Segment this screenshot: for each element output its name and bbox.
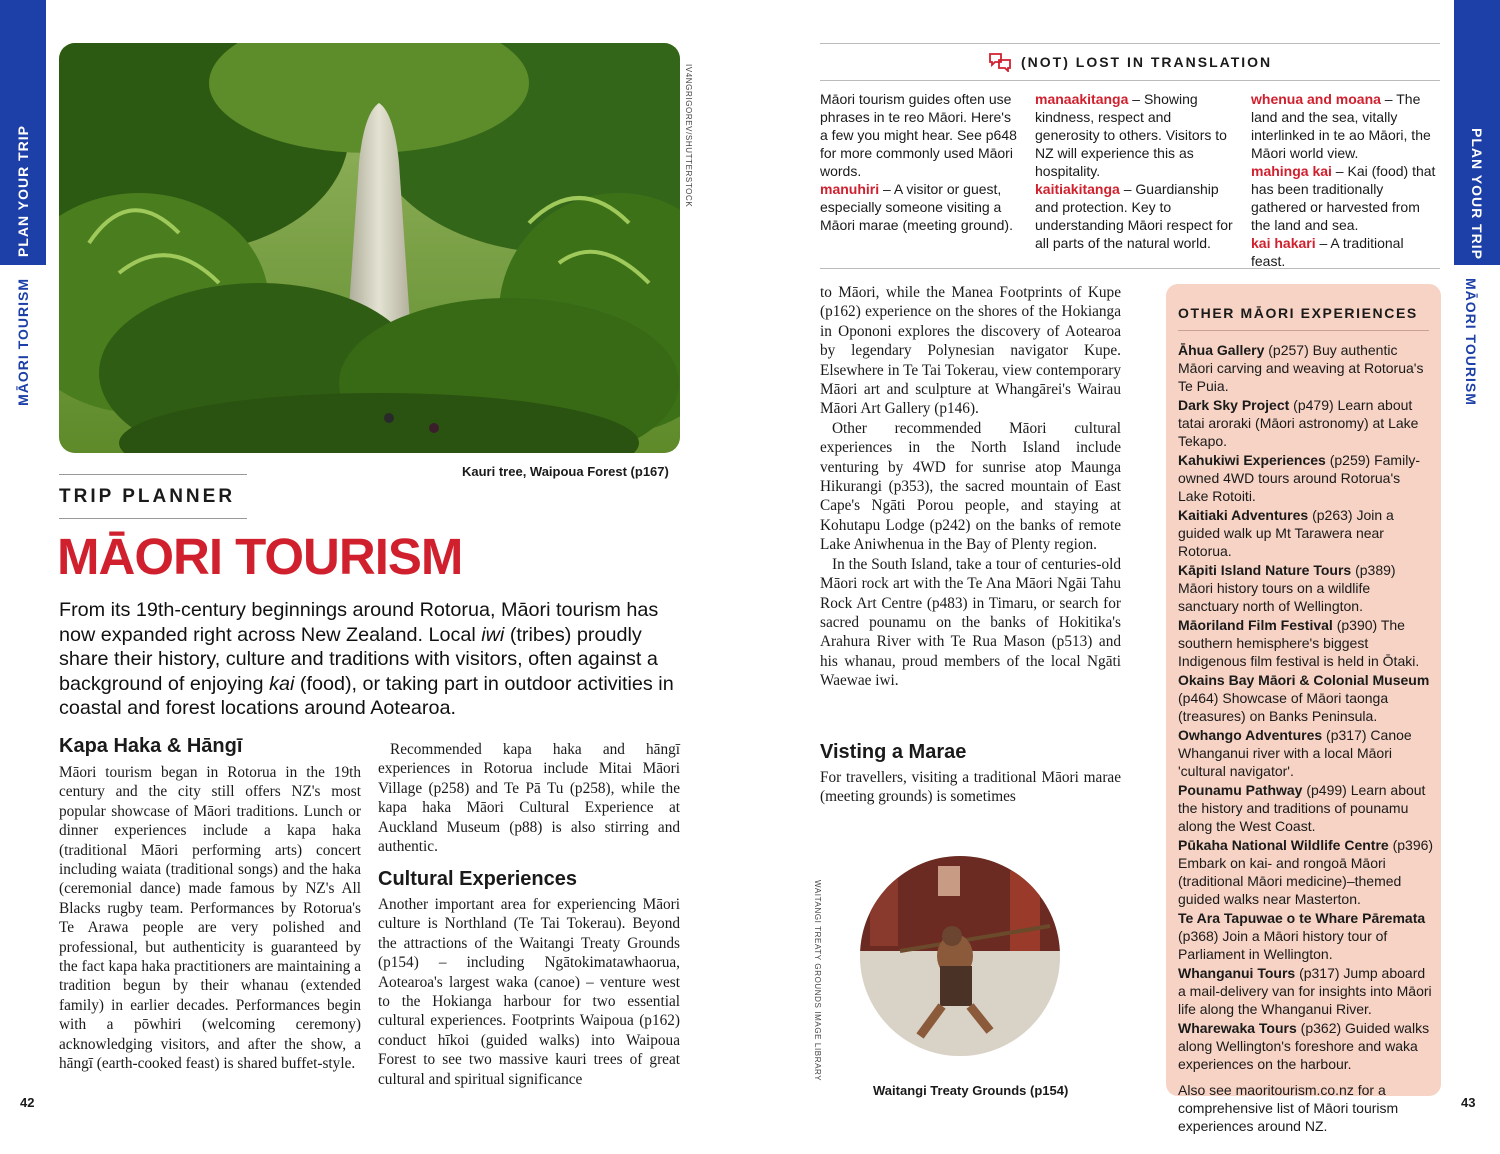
experience-name: Dark Sky Project — [1178, 397, 1290, 413]
experience-name: Wharewaka Tours — [1178, 1020, 1297, 1036]
term-name: manaakitanga — [1035, 91, 1129, 107]
experience-name: Kāpiti Island Nature Tours — [1178, 562, 1352, 578]
col2b-paragraph: Another important area for experiencing Māori culture is Northland (Te Tai Tokerau). Beyond the attractions of the Waitangi Treaty Grounds (p154) – including Ngātokimatawhaorua, Aotearoa's largest waka (canoe) – venture west to the Hokianga harbour for two essential cultural experiences. Footprints Waipoua (p162) conduct hīkoi (guided walks) into Waipoua Forest to see two massive kauri trees of great cultural and spiritual significance — [378, 896, 680, 1088]
experience-text: (p368) Join a Māori history tour of Parliament in Wellington. — [1178, 928, 1388, 962]
experience-name: Māoriland Film Festival — [1178, 617, 1333, 633]
term-definition: – Guardianship and protection. Key to understanding Māori respect for all parts of the natural world. — [1035, 181, 1233, 251]
experiences-list — [1178, 341, 1434, 1135]
term-entry — [1035, 180, 1235, 252]
performer-illustration — [860, 856, 1060, 1056]
left-plan-tab — [0, 0, 46, 265]
experience-name: Pounamu Pathway — [1178, 782, 1303, 798]
col3c-paragraph: In the South Island, take a tour of centuries-old Māori rock art with the Te Ana Māori Ngāi Tahu Rock Art Centre (p483) in Timaru, or search for sacred pounamu on the banks of Hokitika's Arahura River with Te Rua Mason (p513) and his whanau, proud members of the local Ngāti Waewae iwi. — [820, 555, 1121, 690]
experience-text: (p317) Jump aboard a mail-delivery van for insights into Māori life along the Whanganui River. — [1178, 965, 1432, 1017]
experience-text: (p257) Buy authentic Māori carving and weaving at Rotorua's Te Puia. — [1178, 342, 1424, 394]
other-experiences-panel — [1166, 284, 1441, 1134]
intro-paragraph — [59, 598, 679, 721]
experience-text: (p396) Embark on kai- and rongoā Māori (traditional Māori medicine)–themed guided walks near Masterton. — [1178, 837, 1434, 907]
experience-name: Whanganui Tours — [1178, 965, 1296, 981]
translation-col-2 — [1035, 90, 1235, 252]
experience-text: (p499) Learn about the history and traditions of pounamu along the West Coast. — [1178, 782, 1426, 834]
experience-text: (p263) Join a guided walk up Mt Tarawera near Rotorua. — [1178, 507, 1394, 559]
experience-text: (p464) Showcase of Māori taonga (treasures) on Banks Peninsula. — [1178, 690, 1389, 724]
term-entry — [1035, 90, 1235, 180]
experience-name: Owhango Adventures — [1178, 727, 1323, 743]
col3d-paragraph: For travellers, visiting a traditional Māori marae (meeting grounds) is sometimes — [820, 769, 1121, 806]
term-definition: – Showing kindness, respect and generosity to others. Visitors to NZ will experience this as hospitality. — [1035, 91, 1227, 179]
kicker-rule-bottom — [59, 518, 247, 519]
term-definition: – Kai (food) that has been traditionally gathered or harvested from the land and sea. — [1251, 163, 1436, 233]
term-name: manuhiri — [820, 181, 880, 197]
left-page-number: 42 — [20, 1095, 35, 1110]
intro-part-c: (food), or taking part in outdoor activities in coastal and forest locations around Aotearoa. — [59, 672, 674, 720]
experience-name: Kaitiaki Adventures — [1178, 507, 1309, 523]
column-3d-text — [820, 768, 1121, 807]
list-item — [1178, 909, 1434, 963]
kauri-tree-photo — [59, 43, 680, 453]
page-title: MĀORI TOURISM — [57, 528, 463, 585]
term-entry — [1251, 90, 1441, 162]
experience-name: Kahukiwi Experiences — [1178, 452, 1326, 468]
kicker-rule-top — [59, 474, 247, 475]
panel-title: OTHER MĀORI EXPERIENCES — [1178, 305, 1418, 321]
forest-illustration — [59, 43, 680, 453]
list-item — [1178, 506, 1434, 560]
col2a-paragraph: Recommended kapa haka and hāngī experiences in Rotorua include Mitai Māori Village (p258) and Te Pā Tu (p258), while the kapa haka Māori Cultural Experience at Auckland Museum (p88) is also stirring and authentic. — [378, 741, 680, 856]
translation-rule-top — [820, 43, 1440, 44]
kapa-haka-heading: Kapa Haka & Hāngī — [59, 735, 243, 757]
intro-part-a: From its 19th-century beginnings around Rotorua, Māori tourism has now expanded right across New Zealand. Local — [59, 599, 659, 646]
list-item — [1178, 616, 1434, 670]
translation-rule-bottom — [820, 268, 1440, 269]
translation-rule-mid — [820, 80, 1440, 81]
panel-footer: Also see maoritourism.co.nz for a comprehensive list of Māori tourism experiences around NZ. — [1178, 1082, 1399, 1134]
intro-iwi: iwi — [481, 623, 505, 646]
col1-paragraph: Māori tourism began in Rotorua in the 19th century and the city still offers NZ's most popular showcase of Māori traditions. Lunch or dinner experiences include a kapa haka (traditional Māori performing arts) concert including waiata (traditional songs) and the haka (ceremonial dance) made famous by NZ's All Blacks rugby team. Performances by Rotorua's Te Arawa people are very polished and professional, but authenticity is guaranteed by the fact kapa haka practitioners are maintaining a tradition begun by their whanau (extended family) in earlier decades. Performances begin with a pōwhiri (welcoming ceremony) acknowledging visitors, and after the show, a hāngī (earth-cooked feast) is shared buffet-style. — [59, 764, 361, 1073]
list-item — [1178, 671, 1434, 725]
term-name: kaitiakitanga — [1035, 181, 1120, 197]
list-item — [1178, 781, 1434, 835]
panel-title-rule — [1178, 330, 1429, 331]
col3b-paragraph: Other recommended Māori cultural experiences in the North Island include venturing by 4WD for sunrise atop Maunga Hikurangi (p353), the sacred mountain of East Cape's Ngāti Porou people, and staying at Kohutapu Lodge (p242) on the banks of remote Lake Aniwhenua in the Bay of Plenty region. — [820, 419, 1121, 554]
experience-name: Āhua Gallery — [1178, 342, 1265, 358]
right-plan-tab — [1454, 0, 1500, 265]
experience-text: (p362) Guided walks along Wellington's foreshore and waka experiences on the harbour. — [1178, 1020, 1430, 1072]
term-name: kai hakari — [1251, 235, 1316, 251]
list-item — [1178, 396, 1434, 450]
term-entry — [820, 180, 1020, 234]
experience-text: (p317) Canoe Whanganui river with a local Māori 'cultural navigator'. — [1178, 727, 1412, 779]
list-item — [1178, 1019, 1434, 1073]
experience-text: (p479) Learn about tatai aroraki (Māori astronomy) at Lake Tekapo. — [1178, 397, 1419, 449]
column-2a-text — [378, 740, 680, 856]
cultural-experiences-heading: Cultural Experiences — [378, 868, 577, 890]
translation-col-3 — [1251, 90, 1441, 270]
list-item — [1178, 341, 1434, 395]
term-entry — [1251, 234, 1441, 270]
term-definition: – The land and the sea, vitally interlinked in te ao Māori, the Māori world view. — [1251, 91, 1431, 161]
photo2-credit: WAITANGI TREATY GROUNDS IMAGE LIBRARY — [813, 880, 822, 1082]
list-item — [1178, 836, 1434, 908]
translation-col-1 — [820, 90, 1020, 234]
right-page-number: 43 — [1461, 1095, 1476, 1110]
experience-text: (p389) Māori history tours on a wildlife sanctuary north of Wellington. — [1178, 562, 1396, 614]
term-entry — [1251, 162, 1441, 234]
term-definition: – A visitor or guest, especially someone visiting a Māori marae (meeting ground). — [820, 181, 1013, 233]
left-section-tab-label: MĀORI TOURISM — [15, 278, 31, 406]
intro-kai: kai — [269, 672, 295, 695]
list-item — [1178, 561, 1434, 615]
list-item — [1178, 964, 1434, 1018]
visiting-marae-heading: Visting a Marae — [820, 741, 967, 763]
column-1-text — [59, 763, 361, 1074]
waitangi-photo — [860, 856, 1060, 1056]
translation-intro: Māori tourism guides often use phrases in te reo Māori. Here's a few you might hear. See p648 for more commonly used Māori words. — [820, 91, 1017, 179]
term-definition: – A traditional feast. — [1251, 235, 1404, 269]
term-name: whenua and moana — [1251, 91, 1381, 107]
experience-name: Te Ara Tapuwae o te Whare Pāremata — [1178, 910, 1426, 926]
column-3-text — [820, 283, 1121, 691]
right-plan-tab-label: PLAN YOUR TRIP — [1469, 128, 1485, 260]
intro-part-b: (tribes) proudly share their history, culture and traditions with visitors, often against a background of enjoying — [59, 623, 658, 695]
experience-text: (p259) Family-owned 4WD tours around Rotorua's Lake Rotoiti. — [1178, 452, 1420, 504]
list-item — [1178, 726, 1434, 780]
trip-planner-kicker: TRIP PLANNER — [59, 486, 236, 507]
translation-box-title: (NOT) LOST IN TRANSLATION — [1021, 54, 1273, 70]
list-item — [1178, 451, 1434, 505]
right-section-tab-label: MĀORI TOURISM — [1463, 278, 1479, 406]
experience-name: Pūkaha National Wildlife Centre — [1178, 837, 1389, 853]
experience-name: Okains Bay Māori & Colonial Museum — [1178, 672, 1430, 688]
photo1-credit: IV4NGRIGOREV/SHUTTERSTOCK — [684, 64, 693, 208]
photo1-caption: Kauri tree, Waipoua Forest (p167) — [462, 464, 669, 479]
experience-text: (p390) The southern hemisphere's biggest Indigenous film festival is held in Ōtaki. — [1178, 617, 1420, 669]
photo2-caption: Waitangi Treaty Grounds (p154) — [873, 1083, 1069, 1098]
col3a-paragraph: to Māori, while the Manea Footprints of Kupe (p162) experience on the shores of the Hokianga in Opononi explores the discovery of Aotearoa by legendary Polynesian navigator Kupe. Elsewhere in Te Tai Tokerau, view contemporary Māori art and sculpture at Whangārei's Wairau Māori Art Gallery (p146). — [820, 284, 1121, 418]
term-name: mahinga kai — [1251, 163, 1332, 179]
left-plan-tab-label: PLAN YOUR TRIP — [15, 125, 31, 257]
speech-bubbles-icon — [988, 52, 1012, 77]
column-2b-text — [378, 895, 680, 1089]
